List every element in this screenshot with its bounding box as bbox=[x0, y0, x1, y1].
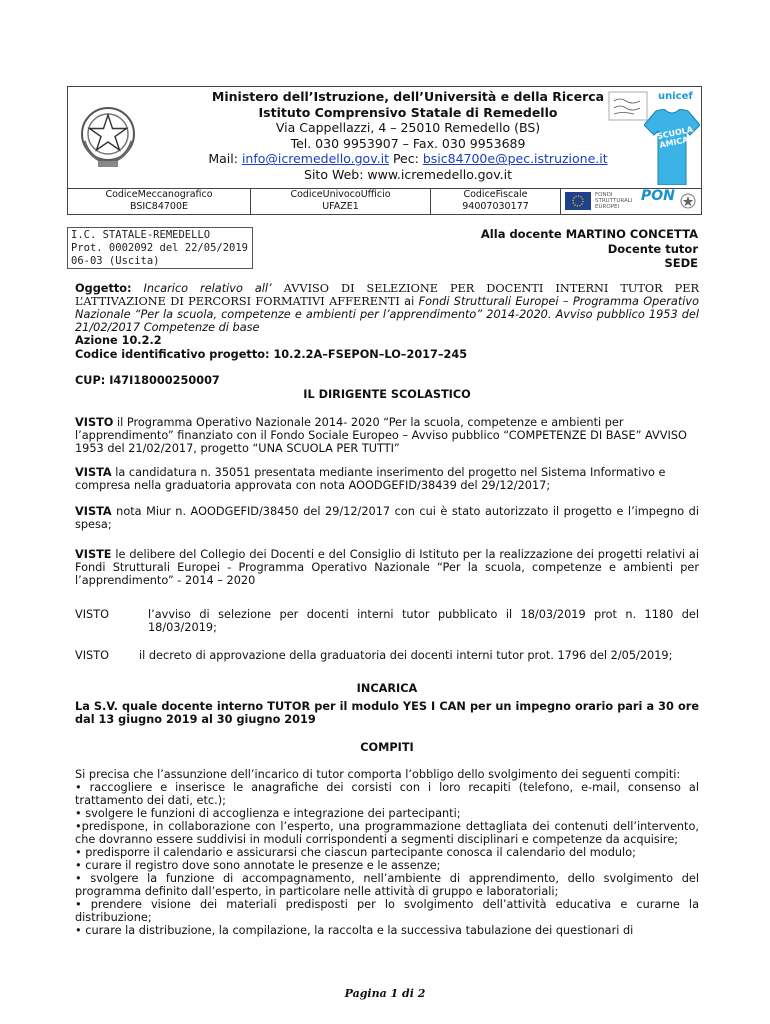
vista-text: nota Miur n. AOODGEFID/38450 del 29/12/2017 con cui è stato autorizzato il progetto e l’impegno di spesa; bbox=[75, 505, 699, 531]
subject-text-d: Fondi Strutturali Europei – Programma Operativo Nazionale “Per la scuola, competenze e ambienti per l’apprendimento” 2014-2020. Avviso pubblico 1953 del 21/02/2017 Competenze di base bbox=[75, 295, 699, 334]
incarica-text: La S.V. quale docente interno TUTOR per il modulo YES I CAN per un impegno orario pari a 30 ore dal 13 giugno 2019 al 30 giugno 2019 bbox=[75, 700, 699, 726]
viste-text: le delibere del Collegio dei Docenti e del Consiglio di Istituto per la realizzazione dei progetti relativi ai Fondi Strutturali Europei - Programma Operativo Nazionale “Per la scuola, competenze e ambienti per l’apprendimento” - 2014 – 2020 bbox=[75, 548, 699, 587]
pon-logo: PON bbox=[641, 188, 675, 204]
list-item: • svolgere le funzioni di accoglienza e integrazione dei partecipanti; bbox=[75, 807, 461, 820]
recipient-name: Alla docente MARTINO CONCETTA bbox=[480, 227, 698, 241]
dirigente-heading: IL DIRIGENTE SCOLASTICO bbox=[303, 388, 471, 401]
compiti-intro: Si precisa che l’assunzione dell’incarico di tutor comporta l’obbligo dello svolgimento dei seguenti compiti: bbox=[75, 768, 681, 781]
visto-text: il decreto di approvazione della graduatoria dei docenti interni tutor prot. 1796 del 2/05/2019; bbox=[139, 649, 673, 662]
codice-progetto: Codice identificativo progetto: 10.2.2A–FSEPON–LO–2017–245 bbox=[75, 348, 468, 361]
letterhead-top bbox=[68, 87, 701, 189]
code-meccanografico bbox=[68, 188, 251, 214]
letterhead bbox=[67, 86, 702, 215]
visto-text: l’avviso di selezione per docenti interni tutor pubblicato il 18/03/2019 prot n. 1180 del 18/03/2019; bbox=[148, 608, 699, 634]
compiti-heading: COMPITI bbox=[360, 741, 414, 754]
letterhead-codes bbox=[68, 188, 701, 214]
list-item: • svolgere la funzione di accompagnamento, nell’ambiente di apprendimento, dello svolgimento del programma definito dall’esperto, in particolare nelle attività di gruppo e laboratoriali; bbox=[75, 872, 699, 898]
mail-link[interactable]: info@icremedello.gov.it bbox=[241, 151, 389, 167]
vista-label: VISTA bbox=[75, 505, 112, 518]
visto-paragraph-1 bbox=[75, 416, 699, 455]
school-phone: Tel. 030 9953907 – Fax. 030 9953689 bbox=[290, 135, 526, 151]
vista-text: la candidatura n. 35051 presentata mediante inserimento del progetto nel Sistema Informativo e compresa nella graduatoria approvata con nota AOODGEFID/38439 del 29/12/2017; bbox=[75, 466, 666, 492]
code-value: BSIC84700E bbox=[129, 201, 189, 212]
shirt-text: SCUOLA AMICA bbox=[656, 124, 694, 150]
visto-label: VISTO bbox=[75, 608, 110, 621]
list-item: • curare il registro dove sono annotate le presenze e le assenze; bbox=[75, 859, 441, 872]
school-website: Sito Web: www.icremedello.gov.it bbox=[304, 166, 512, 182]
subject-text-c: ai bbox=[404, 295, 415, 308]
protocol-stamp bbox=[67, 227, 253, 269]
ministry-logo-icon bbox=[679, 192, 697, 210]
pec-link[interactable]: bsic84700e@pec.istruzione.it bbox=[422, 151, 608, 167]
subject-text-a: Incarico relativo all’ bbox=[143, 282, 272, 295]
vista-paragraph-1 bbox=[75, 466, 699, 492]
list-item: • prendere visione dei materiali predisposti per lo svolgimento dell’attività educativa e curarne la distribuzione; bbox=[75, 898, 699, 924]
unicef-logo: unicef bbox=[658, 91, 693, 102]
recipient-location: SEDE bbox=[664, 256, 698, 270]
mail-label: Mail: bbox=[208, 151, 238, 167]
school-name: Istituto Comprensivo Statale di Remedello bbox=[258, 104, 558, 120]
code-value: 94007030177 bbox=[462, 201, 529, 212]
code-label: CodiceUnivocoUfficio bbox=[290, 189, 391, 200]
contact-line bbox=[188, 151, 628, 167]
vista-label: VISTA bbox=[75, 466, 112, 479]
institution-block bbox=[188, 89, 628, 183]
list-item: • predisporre il calendario e assicurarsi che ciascun partecipante conosca il calendario del modulo; bbox=[75, 846, 636, 859]
recipient-role: Docente tutor bbox=[607, 241, 698, 256]
viste-paragraph bbox=[75, 548, 699, 587]
compiti-list bbox=[75, 768, 699, 937]
pon-logos bbox=[561, 188, 701, 214]
subject-block bbox=[75, 282, 699, 334]
code-fiscale bbox=[431, 188, 561, 214]
fondi-label: FONDI STRUTTURALI EUROPEI bbox=[595, 192, 633, 210]
stamp-line: Prot. 0002092 del 22/05/2019 bbox=[71, 242, 249, 254]
list-item: • curare la distribuzione, la compilazione, la raccolta e la successiva tabulazione dei questionari di bbox=[75, 924, 634, 937]
viste-label: VISTE bbox=[75, 548, 112, 561]
pec-label: Pec: bbox=[392, 151, 419, 167]
code-univoco bbox=[251, 188, 431, 214]
visto-text: il Programma Operativo Nazionale 2014- 2020 “Per la scuola, competenze e ambienti per l’apprendimento” finanziato con il Fondo Sociale Europeo – Avviso pubblico “COMPETENZE DI BASE” AVVISO 1953 del 21/02/2017, progetto “UNA SCUOLA PER TUTTI” bbox=[75, 416, 687, 455]
subject-label: Oggetto: bbox=[75, 282, 132, 295]
code-label: CodiceMeccanografico bbox=[105, 189, 213, 200]
school-address: Via Cappellazzi, 4 – 25010 Remedello (BS) bbox=[275, 120, 541, 136]
stamp-line: 06-03 (Uscita) bbox=[71, 255, 160, 267]
subject-text-b: AVVISO DI SELEZIONE PER DOCENTI INTERNI TUTOR PER L’ATTIVAZIONE DI PERCORSI FORMATIVI AFFERENTI bbox=[75, 282, 700, 308]
vista-paragraph-2 bbox=[75, 505, 699, 531]
eu-flag-icon bbox=[565, 192, 591, 210]
code-value: UFAZE1 bbox=[322, 201, 359, 212]
code-label: CodiceFiscale bbox=[463, 189, 528, 200]
azione-line: Azione 10.2.2 bbox=[75, 334, 162, 347]
visto-label: VISTO bbox=[75, 649, 110, 662]
republic-emblem-icon bbox=[76, 101, 140, 171]
list-item: •predispone, in collaborazione con l’esperto, una programmazione dettagliata dei contenuti dell’intervento, che dovranno essere suddivisi in moduli corrispondenti a segmenti disciplinari e competenze da acquisire; bbox=[75, 820, 699, 846]
scuola-amica-seal-icon bbox=[608, 91, 648, 121]
incarica-heading: INCARICA bbox=[356, 682, 418, 695]
recipient-block bbox=[481, 227, 698, 271]
stamp-line: I.C. STATALE-REMEDELLO bbox=[71, 229, 211, 241]
visto-label: VISTO bbox=[75, 416, 114, 429]
cup-code: CUP: I47I18000250007 bbox=[75, 374, 220, 387]
ministry-name: Ministero dell’Istruzione, dell’Università e della Ricerca bbox=[211, 89, 605, 104]
page-footer: Pagina 1 di 2 bbox=[344, 987, 426, 1000]
list-item: • raccogliere e inserisce le anagrafiche dei corsisti con i loro recapiti (telefono, e-mail, consenso al trattamento dei dati, etc.); bbox=[75, 781, 699, 807]
